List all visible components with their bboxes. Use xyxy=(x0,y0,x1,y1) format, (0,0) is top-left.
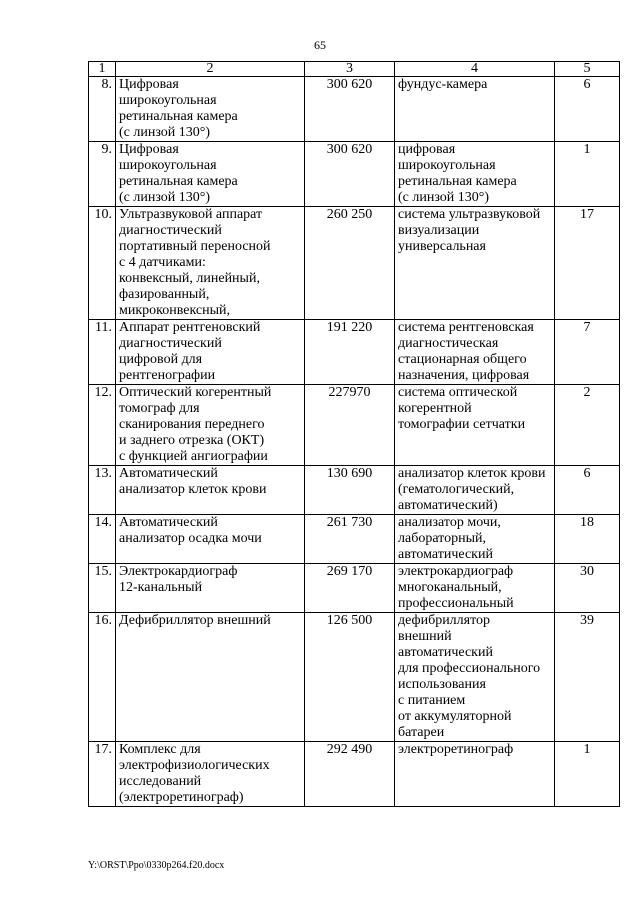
equipment-code: 300 620 xyxy=(305,142,395,207)
row-number: 10. xyxy=(89,207,116,320)
equipment-quantity: 1 xyxy=(555,142,620,207)
table-row xyxy=(89,564,620,613)
equipment-category: фундус-камера xyxy=(395,77,555,142)
equipment-code: 130 690 xyxy=(305,466,395,515)
equipment-name: Дефибриллятор внешний xyxy=(116,613,305,742)
equipment-name: Автоматический анализатор осадка мочи xyxy=(116,515,305,564)
equipment-category: цифровая широкоугольная ретинальная камера (с линзой 130°) xyxy=(395,142,555,207)
footer-file-path: Y:\ORST\Ppo\0330p264.f20.docx xyxy=(88,860,225,871)
table-header-row xyxy=(89,62,620,77)
equipment-table xyxy=(88,61,620,807)
equipment-name: Аппарат рентгеновский диагностический цифровой для рентгенографии xyxy=(116,320,305,385)
equipment-quantity: 39 xyxy=(555,613,620,742)
equipment-name: Электрокардиограф 12-канальный xyxy=(116,564,305,613)
equipment-category: система оптической когерентной томографии сетчатки xyxy=(395,385,555,466)
column-header-4: 4 xyxy=(395,62,555,77)
row-number: 8. xyxy=(89,77,116,142)
equipment-quantity: 30 xyxy=(555,564,620,613)
page-number: 65 xyxy=(314,38,326,52)
equipment-code: 126 500 xyxy=(305,613,395,742)
equipment-name: Цифровая широкоугольная ретинальная камера (с линзой 130°) xyxy=(116,77,305,142)
table-row xyxy=(89,613,620,742)
equipment-quantity: 2 xyxy=(555,385,620,466)
row-number: 14. xyxy=(89,515,116,564)
row-number: 13. xyxy=(89,466,116,515)
equipment-code: 300 620 xyxy=(305,77,395,142)
equipment-name: Ультразвуковой аппарат диагностический портативный переносной с 4 датчиками: конвексный, линейный, фазированный, микроконвексный, xyxy=(116,207,305,320)
equipment-name: Оптический когерентный томограф для сканирования переднего и заднего отрезка (ОКТ) с функцией ангиографии xyxy=(116,385,305,466)
row-number: 15. xyxy=(89,564,116,613)
equipment-code: 260 250 xyxy=(305,207,395,320)
equipment-quantity: 6 xyxy=(555,77,620,142)
row-number: 12. xyxy=(89,385,116,466)
table-row xyxy=(89,385,620,466)
equipment-category: система рентгеновская диагностическая стационарная общего назначения, цифровая xyxy=(395,320,555,385)
equipment-name: Автоматический анализатор клеток крови xyxy=(116,466,305,515)
column-header-2: 2 xyxy=(116,62,305,77)
equipment-quantity: 1 xyxy=(555,742,620,807)
row-number: 11. xyxy=(89,320,116,385)
equipment-quantity: 6 xyxy=(555,466,620,515)
equipment-code: 227970 xyxy=(305,385,395,466)
table-body xyxy=(89,77,620,807)
column-header-5: 5 xyxy=(555,62,620,77)
equipment-name: Комплекс для электрофизиологических исследований (электроретинограф) xyxy=(116,742,305,807)
table-row xyxy=(89,142,620,207)
equipment-code: 191 220 xyxy=(305,320,395,385)
table-row xyxy=(89,515,620,564)
table-row xyxy=(89,742,620,807)
equipment-category: дефибриллятор внешний автоматический для профессионального использования с питанием от аккумуляторной батареи xyxy=(395,613,555,742)
equipment-category: система ультразвуковой визуализации универсальная xyxy=(395,207,555,320)
table-row xyxy=(89,320,620,385)
row-number: 9. xyxy=(89,142,116,207)
equipment-code: 269 170 xyxy=(305,564,395,613)
equipment-quantity: 7 xyxy=(555,320,620,385)
equipment-category: электрокардиограф многоканальный, профессиональный xyxy=(395,564,555,613)
equipment-code: 261 730 xyxy=(305,515,395,564)
equipment-quantity: 17 xyxy=(555,207,620,320)
column-header-3: 3 xyxy=(305,62,395,77)
equipment-category: электроретинограф xyxy=(395,742,555,807)
column-header-1: 1 xyxy=(89,62,116,77)
table-row xyxy=(89,77,620,142)
row-number: 17. xyxy=(89,742,116,807)
equipment-category: анализатор клеток крови (гематологический, автоматический) xyxy=(395,466,555,515)
equipment-category: анализатор мочи, лабораторный, автоматический xyxy=(395,515,555,564)
table-row xyxy=(89,207,620,320)
equipment-code: 292 490 xyxy=(305,742,395,807)
equipment-name: Цифровая широкоугольная ретинальная камера (с линзой 130°) xyxy=(116,142,305,207)
equipment-quantity: 18 xyxy=(555,515,620,564)
row-number: 16. xyxy=(89,613,116,742)
table-row xyxy=(89,466,620,515)
